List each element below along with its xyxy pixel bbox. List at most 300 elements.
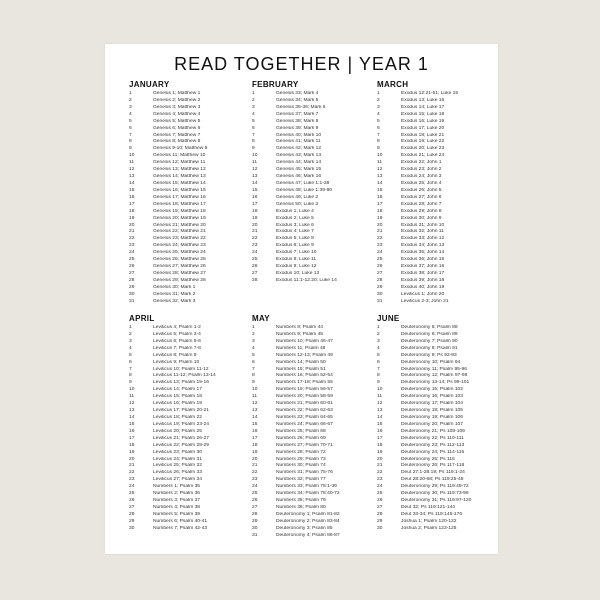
reading-row xyxy=(377,519,495,526)
reading-text: Numbers 14; Psalm 50 xyxy=(276,359,326,365)
reading-row xyxy=(377,394,495,401)
day-number: 8 xyxy=(252,139,255,145)
reading-text: Deut 33-34; Ps 119:145-176 xyxy=(401,511,463,517)
reading-row xyxy=(252,332,370,339)
reading-row xyxy=(252,229,370,236)
reading-text: Exodus 10; Luke 13 xyxy=(276,270,320,276)
day-number: 25 xyxy=(377,257,383,263)
day-number: 13 xyxy=(377,174,383,180)
reading-row xyxy=(377,526,495,533)
reading-text: Deuteronomy 31; Ps 119:97-120 xyxy=(401,498,472,504)
reading-row xyxy=(252,519,370,526)
reading-row xyxy=(252,236,370,243)
reading-text: Numbers 29; Psalm 73 xyxy=(276,456,326,462)
reading-row xyxy=(377,408,495,415)
reading-row xyxy=(377,505,495,512)
reading-row xyxy=(252,146,370,153)
reading-row xyxy=(377,436,495,443)
reading-text: Genesis 17; Matthew 16 xyxy=(153,194,206,200)
day-number: 18 xyxy=(252,442,258,448)
reading-row xyxy=(252,257,370,264)
reading-row xyxy=(252,250,370,257)
day-number: 21 xyxy=(129,463,135,469)
day-number: 26 xyxy=(252,498,258,504)
reading-text: Leviticus 14; Psalm 17 xyxy=(153,387,202,393)
day-number: 8 xyxy=(377,373,380,379)
day-number: 10 xyxy=(377,153,383,159)
day-number: 12 xyxy=(252,401,258,407)
day-number: 5 xyxy=(377,352,380,358)
reading-text: Exodus 12:21-51; Luke 15 xyxy=(401,91,459,96)
reading-text: Deuteronomy 4; Psalm 86-87 xyxy=(276,532,340,538)
reading-row xyxy=(377,174,495,181)
reading-text: Exodus 7; Luke 10 xyxy=(276,250,317,256)
day-number: 1 xyxy=(252,91,255,96)
day-number: 29 xyxy=(129,518,135,524)
reading-row xyxy=(252,436,370,443)
day-number: 24 xyxy=(252,250,258,256)
day-number: 10 xyxy=(252,387,258,393)
reading-row xyxy=(252,394,370,401)
reading-row xyxy=(252,415,370,422)
reading-text: Exodus 25; John 4 xyxy=(401,180,442,186)
reading-row xyxy=(377,325,495,332)
reading-row xyxy=(129,325,247,332)
day-number: 22 xyxy=(129,470,135,476)
reading-row xyxy=(129,216,247,223)
day-number: 19 xyxy=(129,449,135,455)
reading-text: Numbers 16; Psalm 52-54 xyxy=(276,373,333,379)
day-number: 24 xyxy=(377,484,383,490)
reading-text: Numbers 19; Psalm 56-57 xyxy=(276,387,333,393)
day-number: 9 xyxy=(377,146,380,152)
reading-row xyxy=(129,387,247,394)
day-number: 25 xyxy=(129,257,135,263)
reading-row xyxy=(377,98,495,105)
reading-row xyxy=(252,167,370,174)
reading-text: Leviticus 4; Psalm 1-2 xyxy=(153,325,201,330)
reading-row xyxy=(377,346,495,353)
reading-row xyxy=(377,216,495,223)
day-number: 23 xyxy=(129,477,135,483)
reading-row xyxy=(252,457,370,464)
reading-row xyxy=(252,533,370,540)
day-number: 4 xyxy=(252,345,255,351)
reading-row xyxy=(252,91,370,98)
reading-text: Leviticus 24; Psalm 31 xyxy=(153,456,202,462)
day-number: 27 xyxy=(377,504,383,510)
reading-row xyxy=(377,353,495,360)
reading-text: Exodus 26; John 5 xyxy=(401,187,442,193)
reading-text: Leviticus 5; Psalm 3-4 xyxy=(153,331,201,337)
day-number: 25 xyxy=(129,491,135,497)
day-number: 1 xyxy=(377,325,380,330)
reading-text: Exodus 30; John 9 xyxy=(401,215,442,221)
reading-row xyxy=(252,360,370,367)
reading-row xyxy=(129,408,247,415)
day-number: 27 xyxy=(252,504,258,510)
reading-row xyxy=(252,209,370,216)
reading-row xyxy=(252,174,370,181)
reading-row xyxy=(129,512,247,519)
reading-row xyxy=(377,470,495,477)
reading-text: Numbers 27; Psalm 70-71 xyxy=(276,442,333,448)
day-number: 12 xyxy=(377,167,383,173)
day-number: 26 xyxy=(129,498,135,504)
reading-text: Numbers 23; Psalm 64-65 xyxy=(276,414,333,420)
reading-row xyxy=(252,139,370,146)
day-number: 28 xyxy=(252,277,258,283)
reading-text: Genesis 15; Matthew 14 xyxy=(153,180,206,186)
reading-list xyxy=(129,91,247,306)
reading-text: Deuteronomy 29; Ps 119:49-72 xyxy=(401,484,469,490)
reading-row xyxy=(129,146,247,153)
day-number: 5 xyxy=(252,352,255,358)
reading-row xyxy=(129,264,247,271)
reading-row xyxy=(252,422,370,429)
day-number: 26 xyxy=(377,498,383,504)
day-number: 26 xyxy=(252,264,258,270)
reading-row xyxy=(129,422,247,429)
reading-row xyxy=(377,243,495,250)
reading-text: Deuteronomy 7; Psalm 90 xyxy=(401,338,458,344)
day-number: 7 xyxy=(377,366,380,372)
reading-row xyxy=(252,401,370,408)
day-number: 29 xyxy=(377,518,383,524)
day-number: 8 xyxy=(129,373,132,379)
reading-text: Deuteronomy 16; Psalm 103 xyxy=(401,394,463,400)
reading-row xyxy=(252,450,370,457)
reading-text: Genesis 40; Mark 10 xyxy=(276,132,322,138)
reading-text: Exodus 9; Luke 12 xyxy=(276,264,317,270)
reading-text: Exodus 1; Luke 4 xyxy=(276,208,314,214)
day-number: 3 xyxy=(252,338,255,344)
reading-text: Leviticus 9; Psalm 10 xyxy=(153,359,200,365)
day-number: 6 xyxy=(129,125,132,131)
reading-row xyxy=(377,457,495,464)
reading-row xyxy=(252,463,370,470)
day-number: 27 xyxy=(129,270,135,276)
day-number: 9 xyxy=(252,380,255,386)
day-number: 17 xyxy=(377,435,383,441)
reading-row xyxy=(252,119,370,126)
day-number: 26 xyxy=(377,264,383,270)
day-number: 10 xyxy=(129,387,135,393)
reading-row xyxy=(252,353,370,360)
reading-row xyxy=(129,380,247,387)
day-number: 15 xyxy=(129,187,135,193)
reading-text: Deuteronomy 9; Ps 92-93 xyxy=(401,352,457,358)
reading-text: Deuteronomy 23; Ps 112-113 xyxy=(401,442,465,448)
day-number: 3 xyxy=(129,104,132,110)
reading-text: Exodus 13; Luke 16 xyxy=(401,97,445,103)
day-number: 20 xyxy=(252,456,258,462)
reading-text: Numbers 36; Psalm 80 xyxy=(276,504,326,510)
reading-text: Deuteronomy 22; Ps 110-111 xyxy=(401,435,464,441)
reading-text: Genesis 25; Matthew 24 xyxy=(153,250,206,256)
day-number: 26 xyxy=(129,264,135,270)
reading-row xyxy=(129,174,247,181)
day-number: 28 xyxy=(252,511,258,517)
reading-row xyxy=(129,243,247,250)
reading-text: Numbers 10; Psalm 46-47 xyxy=(276,338,333,344)
reading-text: Numbers 20; Psalm 58-59 xyxy=(276,394,333,400)
day-number: 14 xyxy=(377,414,383,420)
day-number: 23 xyxy=(377,477,383,483)
reading-text: Genesis 35-36; Mark 6 xyxy=(276,104,326,110)
reading-text: Deuteronomy 6; Psalm 89 xyxy=(401,331,458,337)
day-number: 17 xyxy=(252,201,258,207)
reading-row xyxy=(377,139,495,146)
reading-text: Deuteronomy 12; Psalm 97-98 xyxy=(401,373,468,379)
reading-row xyxy=(377,167,495,174)
day-number: 17 xyxy=(252,435,258,441)
day-number: 24 xyxy=(377,250,383,256)
reading-text: Exodus 35; John 14 xyxy=(401,250,445,256)
reading-text: Leviticus 13; Psalm 15-16 xyxy=(153,380,209,386)
day-number: 17 xyxy=(129,435,135,441)
day-number: 20 xyxy=(377,222,383,228)
reading-row xyxy=(252,98,370,105)
reading-row xyxy=(129,209,247,216)
day-number: 28 xyxy=(129,511,135,517)
day-number: 6 xyxy=(252,359,255,365)
reading-row xyxy=(129,457,247,464)
reading-row xyxy=(252,484,370,491)
day-number: 17 xyxy=(377,201,383,207)
reading-row xyxy=(129,332,247,339)
day-number: 23 xyxy=(129,243,135,249)
day-number: 22 xyxy=(252,236,258,242)
reading-text: Exodus 17; Luke 20 xyxy=(401,125,445,131)
reading-text: Deut 32; Ps 119:121-144 xyxy=(401,504,456,510)
reading-row xyxy=(252,505,370,512)
reading-row xyxy=(377,339,495,346)
reading-row xyxy=(129,360,247,367)
reading-row xyxy=(252,387,370,394)
reading-text: Deut 27:1-28:19; Ps 119:1-24 xyxy=(401,470,465,476)
day-number: 22 xyxy=(252,470,258,476)
reading-text: Numbers 34; Psalm 78:40-72 xyxy=(276,491,340,497)
day-number: 4 xyxy=(129,345,132,351)
reading-row xyxy=(377,153,495,160)
reading-row xyxy=(377,380,495,387)
reading-text: Genesis 14; Matthew 13 xyxy=(153,174,206,180)
reading-text: Numbers 6; Psalm 40-41 xyxy=(153,518,208,524)
day-number: 24 xyxy=(252,484,258,490)
reading-text: Deuteronomy 19; Psalm 106 xyxy=(401,414,463,420)
reading-row xyxy=(129,188,247,195)
reading-row xyxy=(377,264,495,271)
reading-text: Deuteronomy 2; Psalm 83-84 xyxy=(276,518,340,524)
reading-row xyxy=(252,470,370,477)
reading-text: Numbers 8; Psalm 44 xyxy=(276,325,324,330)
day-number: 21 xyxy=(252,463,258,469)
reading-text: Leviticus 16; Psalm 19 xyxy=(153,401,202,407)
reading-text: Numbers 7; Psalm 42-43 xyxy=(153,525,208,531)
reading-row xyxy=(129,491,247,498)
reading-text: Exodus 24; John 3 xyxy=(401,174,442,180)
day-number: 14 xyxy=(252,414,258,420)
month-heading: MAY xyxy=(252,314,270,323)
reading-row xyxy=(252,346,370,353)
reading-text: Numbers 4; Psalm 38 xyxy=(153,504,201,510)
reading-text: Numbers 15; Psalm 51 xyxy=(276,366,326,372)
reading-text: Exodus 29; John 8 xyxy=(401,208,442,214)
reading-text: Exodus 2; Luke 5 xyxy=(276,215,314,221)
reading-plan-page xyxy=(105,44,498,554)
reading-text: Deuteronomy 5; Psalm 88 xyxy=(401,325,458,330)
day-number: 22 xyxy=(129,236,135,242)
reading-row xyxy=(129,167,247,174)
day-number: 1 xyxy=(129,325,132,330)
reading-row xyxy=(377,278,495,285)
reading-text: Numbers 32; Psalm 77 xyxy=(276,477,326,483)
reading-row xyxy=(377,367,495,374)
day-number: 7 xyxy=(252,132,255,138)
day-number: 20 xyxy=(252,222,258,228)
reading-text: Leviticus 26; Psalm 33 xyxy=(153,470,202,476)
reading-row xyxy=(377,429,495,436)
reading-text: Deuteronomy 25; Ps 116 xyxy=(401,456,455,462)
reading-text: Exodus 4; Luke 7 xyxy=(276,229,314,235)
day-number: 2 xyxy=(252,97,255,103)
reading-row xyxy=(377,257,495,264)
reading-row xyxy=(129,477,247,484)
reading-text: Exodus 15; Luke 18 xyxy=(401,111,445,117)
reading-text: Exodus 14; Luke 17 xyxy=(401,104,445,110)
reading-text: Leviticus 2-3; John 21 xyxy=(401,298,449,304)
day-number: 9 xyxy=(252,146,255,152)
reading-row xyxy=(252,325,370,332)
reading-text: Genesis 29; Matthew 28 xyxy=(153,277,206,283)
month-heading: APRIL xyxy=(129,314,155,323)
month-heading: JANUARY xyxy=(129,80,170,89)
reading-text: Joshua 2; Psalm 123-125 xyxy=(401,525,457,531)
day-number: 9 xyxy=(377,380,380,386)
day-number: 14 xyxy=(129,180,135,186)
day-number: 13 xyxy=(377,408,383,414)
reading-text: Leviticus 23; Psalm 30 xyxy=(153,449,202,455)
day-number: 12 xyxy=(129,401,135,407)
reading-row xyxy=(377,188,495,195)
month-march xyxy=(377,80,495,306)
reading-text: Genesis 30; Mark 1 xyxy=(153,284,196,290)
reading-text: Numbers 21; Psalm 60-61 xyxy=(276,401,333,407)
day-number: 6 xyxy=(377,359,380,365)
reading-row xyxy=(129,498,247,505)
reading-row xyxy=(129,133,247,140)
day-number: 2 xyxy=(252,331,255,337)
reading-text: Genesis 44; Mark 14 xyxy=(276,160,322,166)
reading-row xyxy=(129,278,247,285)
reading-text: Leviticus 18; Psalm 22 xyxy=(153,414,202,420)
reading-text: Leviticus 15; Psalm 18 xyxy=(153,394,202,400)
day-number: 28 xyxy=(129,277,135,283)
day-number: 13 xyxy=(252,408,258,414)
reading-text: Leviticus 17; Psalm 20-21 xyxy=(153,408,209,414)
reading-row xyxy=(252,512,370,519)
day-number: 6 xyxy=(129,359,132,365)
reading-text: Exodus 37; John 16 xyxy=(401,264,445,270)
reading-row xyxy=(252,491,370,498)
reading-row xyxy=(377,299,495,306)
reading-text: Numbers 11; Psalm 48 xyxy=(276,345,326,351)
day-number: 23 xyxy=(377,243,383,249)
reading-text: Genesis 49; Luke 2 xyxy=(276,194,319,200)
reading-row xyxy=(252,429,370,436)
reading-text: Numbers 25; Psalm 68 xyxy=(276,428,326,434)
day-number: 28 xyxy=(377,511,383,517)
reading-row xyxy=(377,498,495,505)
day-number: 15 xyxy=(377,421,383,427)
day-number: 5 xyxy=(129,118,132,124)
day-number: 9 xyxy=(129,146,132,152)
reading-text: Exodus 18; Luke 21 xyxy=(401,132,445,138)
reading-text: Genesis 24; Matthew 23 xyxy=(153,243,206,249)
day-number: 16 xyxy=(252,194,258,200)
reading-row xyxy=(377,463,495,470)
reading-text: Exodus 27; John 6 xyxy=(401,194,442,200)
reading-row xyxy=(129,181,247,188)
reading-text: Numbers 12-13; Psalm 49 xyxy=(276,352,333,358)
reading-text: Leviticus 1; John 20 xyxy=(401,291,445,297)
reading-row xyxy=(129,112,247,119)
day-number: 4 xyxy=(377,111,380,117)
reading-text: Exodus 3; Luke 6 xyxy=(276,222,314,228)
reading-text: Numbers 31; Psalm 75-76 xyxy=(276,470,333,476)
reading-text: Exodus 5; Luke 8 xyxy=(276,236,314,242)
reading-row xyxy=(129,292,247,299)
reading-row xyxy=(377,415,495,422)
reading-row xyxy=(377,119,495,126)
reading-row xyxy=(129,367,247,374)
day-number: 19 xyxy=(377,449,383,455)
reading-row xyxy=(252,271,370,278)
day-number: 18 xyxy=(129,442,135,448)
reading-text: Leviticus 6; Psalm 5-6 xyxy=(153,338,201,344)
reading-text: Genesis 45; Mark 15 xyxy=(276,167,322,173)
day-number: 14 xyxy=(252,180,258,186)
day-number: 23 xyxy=(252,477,258,483)
reading-row xyxy=(377,223,495,230)
day-number: 31 xyxy=(252,532,258,538)
reading-text: Deuteronomy 8; Psalm 91 xyxy=(401,345,458,351)
day-number: 10 xyxy=(129,153,135,159)
day-number: 30 xyxy=(252,525,258,531)
reading-row xyxy=(252,243,370,250)
reading-text: Deuteronomy 17; Psalm 104 xyxy=(401,401,463,407)
reading-row xyxy=(377,491,495,498)
reading-text: Numbers 26; Psalm 69 xyxy=(276,435,326,441)
day-number: 12 xyxy=(129,167,135,173)
day-number: 5 xyxy=(129,352,132,358)
reading-row xyxy=(129,236,247,243)
reading-row xyxy=(377,250,495,257)
reading-row xyxy=(252,498,370,505)
day-number: 7 xyxy=(252,366,255,372)
reading-row xyxy=(252,278,370,285)
reading-row xyxy=(377,450,495,457)
day-number: 14 xyxy=(377,180,383,186)
reading-text: Genesis 28; Matthew 27 xyxy=(153,270,206,276)
reading-text: Numbers 5; Psalm 39 xyxy=(153,511,201,517)
reading-text: Genesis 16; Matthew 15 xyxy=(153,187,206,193)
reading-row xyxy=(252,264,370,271)
reading-text: Deuteronomy 30; Ps 119:73-96 xyxy=(401,491,469,497)
reading-row xyxy=(129,105,247,112)
reading-text: Exodus 21; Luke 24 xyxy=(401,153,445,159)
